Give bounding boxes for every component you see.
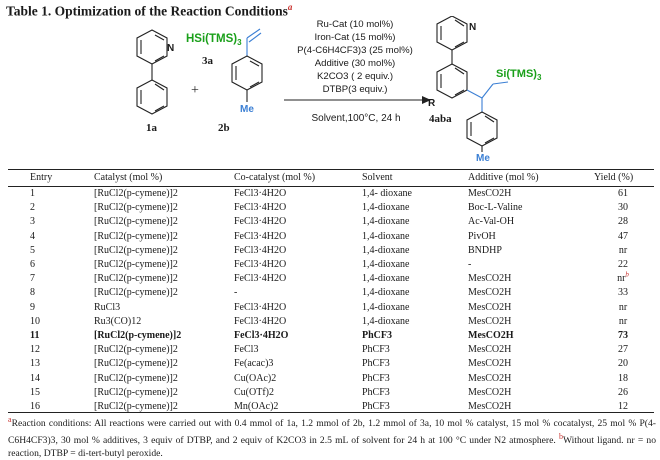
reaction-scheme: [0, 16, 660, 166]
table-bottom-rule: [8, 412, 654, 413]
cell-yield: 12: [618, 401, 628, 413]
reagent-3a-formula: $HSi(TMS)_3$: [186, 33, 242, 47]
cell-solvent: 1,4-dioxane: [362, 244, 410, 256]
cell-cocatalyst: FeCl3·4H2O: [234, 202, 287, 214]
table-row: [8, 258, 654, 272]
cell-catalyst: [RuCl2(p-cymene)]2: [94, 216, 178, 228]
cell-cocatalyst: FeCl3·4H2O: [234, 244, 287, 256]
cell-catalyst: [RuCl2(p-cymene)]2: [94, 230, 178, 242]
table-row: [8, 386, 654, 400]
cell-solvent: 1,4-dioxane: [362, 230, 410, 242]
cell-additive: MesCO2H: [468, 344, 512, 356]
table-row: [8, 315, 654, 329]
cell-yield: nr: [618, 244, 628, 256]
cell-entry: 14: [30, 372, 40, 384]
cell-solvent: PhCF3: [362, 401, 390, 413]
cell-entry: 16: [30, 401, 40, 413]
cell-solvent: 1,4-dioxane: [362, 301, 410, 313]
cell-catalyst: [RuCl2(p-cymene)]2: [94, 344, 178, 356]
cell-catalyst: [RuCl2(p-cymene)]2: [94, 358, 178, 370]
cell-catalyst: [RuCl2(p-cymene)]2: [94, 372, 178, 384]
condition-line: K2CO3 ( 2 equiv.): [316, 71, 394, 82]
reagent-3a-label: 3a: [202, 55, 213, 67]
cell-catalyst: Ru3(CO)12: [94, 315, 142, 327]
condition-line: Additive (30 mol%): [314, 58, 396, 69]
cell-additive: BNDHP: [468, 244, 502, 256]
cell-entry: 15: [30, 386, 40, 398]
cell-entry: 1: [30, 188, 35, 199]
table-row: [8, 286, 654, 300]
condition-line: Iron-Cat (15 mol%): [314, 32, 396, 43]
yield-footnote-mark: b: [625, 270, 629, 279]
cell-additive: Boc-L-Valine: [468, 202, 523, 214]
cell-yield: 30: [618, 202, 628, 214]
cell-cocatalyst: FeCl3·4H2O: [234, 216, 287, 228]
plus-sign: +: [191, 83, 199, 98]
cell-yield: nr: [618, 301, 628, 313]
table-row: [8, 301, 654, 315]
footnote-a-mark: a: [8, 415, 12, 424]
cell-yield: 28: [618, 216, 628, 228]
cell-yield: 18: [618, 372, 628, 384]
cell-entry: 11: [30, 330, 40, 342]
cell-solvent: PhCF3: [362, 386, 390, 398]
cell-solvent: 1,4-dioxane: [362, 315, 410, 327]
cell-yield: 27: [618, 344, 628, 356]
cell-yield: 20: [618, 358, 628, 370]
cell-solvent: 1,4-dioxane: [362, 216, 410, 228]
product-n-label: N: [469, 22, 477, 33]
table-row: [8, 215, 654, 229]
cell-yield: 73: [618, 330, 628, 342]
table-row: [8, 372, 654, 386]
product-structure: [437, 16, 508, 152]
table-header-row: [8, 170, 654, 187]
conditions-list: [297, 19, 413, 95]
cell-cocatalyst: FeCl3·4H2O: [234, 301, 287, 313]
cell-entry: 4: [30, 230, 35, 242]
cell-cocatalyst: Fe(acac)3: [234, 358, 274, 370]
cell-cocatalyst: FeCl3·4H2O: [234, 315, 287, 327]
cell-yield: 33: [618, 287, 628, 299]
compound-2b-label: 2b: [218, 122, 230, 134]
table-row: [8, 187, 654, 202]
cell-catalyst: [RuCl2(p-cymene)]2: [94, 188, 178, 199]
table-row: [8, 343, 654, 357]
r-label: R: [428, 98, 436, 109]
condition-line: Ru-Cat (10 mol%): [316, 19, 394, 30]
cell-catalyst: [RuCl2(p-cymene)]2: [94, 273, 178, 285]
cell-additive: MesCO2H: [468, 273, 512, 285]
cell-solvent: PhCF3: [362, 330, 392, 342]
footnote-b-text: Without ligand. nr = no reaction, DTBP = di-tert-butyl peroxide.: [8, 434, 656, 459]
cell-cocatalyst: Cu(OTf)2: [234, 386, 274, 398]
cell-additive: MesCO2H: [468, 372, 512, 384]
cell-additive: MesCO2H: [468, 287, 512, 299]
cell-catalyst: [RuCl2(p-cymene)]2: [94, 202, 178, 214]
cell-solvent: PhCF3: [362, 358, 390, 370]
cell-yield: 26: [618, 386, 628, 398]
cell-cocatalyst: Mn(OAc)2: [234, 401, 279, 413]
cell-cocatalyst: FeCl3: [234, 344, 259, 356]
table-title: Table 1. Optimization of the Reaction Conditions$^a$: [6, 2, 293, 19]
cell-entry: 10: [30, 315, 40, 327]
table-row: [8, 329, 654, 343]
cell-catalyst: [RuCl2(p-cymene)]2: [94, 401, 178, 413]
cell-entry: 8: [30, 287, 35, 299]
cell-solvent: 1,4-dioxane: [362, 259, 410, 271]
cell-solvent: 1,4- dioxane: [362, 188, 412, 199]
header-cocatalyst: Co-catalyst (mol %): [232, 170, 360, 187]
compound-1a-structure: [137, 30, 167, 114]
cell-entry: 13: [30, 358, 40, 370]
cell-additive: MesCO2H: [468, 315, 512, 327]
condition-line: P(4-C6H4CF3)3 (25 mol%): [297, 45, 413, 56]
cell-entry: 6: [30, 259, 35, 271]
header-yield: Yield (%): [592, 170, 654, 187]
cell-cocatalyst: FeCl3·4H2O: [234, 259, 287, 271]
cell-solvent: 1,4-dioxane: [362, 287, 410, 299]
table-row: [8, 272, 654, 286]
cell-solvent: 1,4-dioxane: [362, 202, 410, 214]
cell-additive: MesCO2H: [468, 188, 512, 199]
cell-solvent: PhCF3: [362, 372, 390, 384]
cell-cocatalyst: FeCl3·4H2O: [234, 330, 289, 342]
cell-cocatalyst: Cu(OAc)2: [234, 372, 277, 384]
cell-catalyst: [RuCl2(p-cymene)]2: [94, 244, 178, 256]
cell-yield: 47: [618, 230, 628, 242]
cell-solvent: 1,4-dioxane: [362, 273, 410, 285]
table-row: [8, 230, 654, 244]
cell-additive: MesCO2H: [468, 301, 512, 313]
cell-entry: 2: [30, 202, 35, 214]
cell-additive: -: [468, 259, 472, 271]
cell-cocatalyst: FeCl3·4H2O: [234, 230, 287, 242]
methyl-label: Me: [240, 104, 254, 115]
cell-entry: 9: [30, 301, 35, 313]
reaction-solvent-temp: Solvent,100°C, 24 h: [311, 113, 401, 124]
cell-yield: [592, 272, 654, 286]
cell-cocatalyst: -: [234, 287, 238, 299]
cell-yield: 22: [618, 259, 628, 271]
cell-entry: 7: [30, 273, 35, 285]
table-body: [8, 187, 654, 415]
cell-additive: Ac-Val-OH: [468, 216, 515, 228]
cell-yield-value: nr: [617, 273, 626, 285]
compound-1a-label: 1a: [146, 122, 157, 134]
cell-entry: 5: [30, 244, 35, 256]
cell-yield: 61: [618, 188, 628, 199]
header-solvent: Solvent: [360, 170, 466, 187]
cell-catalyst: [RuCl2(p-cymene)]2: [94, 330, 182, 342]
cell-cocatalyst: FeCl3·4H2O: [234, 273, 287, 285]
cell-entry: 12: [30, 344, 40, 356]
title-footnote-mark: a: [287, 2, 293, 12]
condition-line: DTBP(3 equiv.): [322, 84, 388, 95]
cell-solvent: PhCF3: [362, 344, 390, 356]
cell-catalyst: [RuCl2(p-cymene)]2: [94, 386, 178, 398]
footnotes: [8, 414, 656, 460]
cell-entry: 3: [30, 216, 35, 228]
cell-additive: MesCO2H: [468, 330, 514, 342]
cell-cocatalyst: FeCl3·4H2O: [234, 188, 287, 199]
cell-catalyst: [RuCl2(p-cymene)]2: [94, 259, 178, 271]
results-table: [8, 170, 654, 414]
table-row: [8, 357, 654, 371]
cell-catalyst: [RuCl2(p-cymene)]2: [94, 287, 178, 299]
cell-additive: MesCO2H: [468, 401, 512, 413]
product-methyl-label: Me: [476, 153, 490, 164]
product-label: 4aba: [429, 113, 452, 125]
table-row: [8, 201, 654, 215]
cell-additive: PivOH: [468, 230, 496, 242]
table-row: [8, 244, 654, 258]
cell-yield: nr: [618, 315, 628, 327]
product-silyl-label: $Si(TMS)_3$: [496, 68, 542, 82]
footnote-b-mark: b: [558, 431, 563, 441]
cell-catalyst: RuCl3: [94, 301, 121, 313]
header-catalyst: Catalyst (mol %): [92, 170, 232, 187]
cell-additive: MesCO2H: [468, 358, 512, 370]
cell-additive: MesCO2H: [468, 386, 512, 398]
pyridine-n-label: N: [167, 43, 175, 54]
footnote-a-text: Reaction conditions: All reactions were carried out with 0.4 mmol of 1a, 1.2 mmol of 2b, 1.2 mmol of 3a, 10 mol % catalyst, 15 mol % cocatalyst, 25 mol % P(4-C6H4CF3)3, 30 mol % additives, 3 equiv of DTBP, and 2 equiv of K2CO3 in 2.5 mL of solvent for 24 h at 100 °C under N2 atmosphere.: [8, 418, 656, 446]
header-entry: Entry: [8, 170, 92, 187]
header-additive: Additive (mol %): [466, 170, 592, 187]
